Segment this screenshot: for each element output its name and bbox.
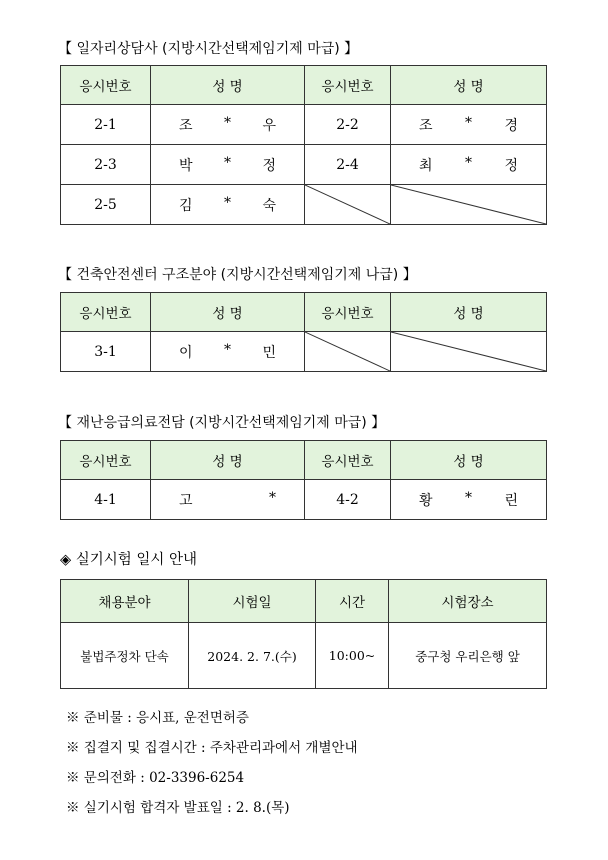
applicant-name: 조 * 우	[151, 105, 305, 145]
table-row	[61, 480, 547, 520]
col-header-name: 성 명	[151, 66, 305, 105]
applicant-no: 4-2	[305, 480, 391, 520]
applicant-name: 황 * 린	[391, 480, 547, 520]
applicant-no: 4-1	[61, 480, 151, 520]
section-title-emergency-medical: 【 재난응급의료전담 (지방시간선택제임기제 마급) 】	[58, 415, 386, 431]
applicant-name: 이 * 민	[151, 332, 305, 372]
col-header-name: 성 명	[391, 293, 547, 332]
empty-cell-diagonal	[391, 185, 547, 225]
empty-cell-diagonal	[391, 332, 547, 372]
col-header-name: 성 명	[151, 293, 305, 332]
table-row	[61, 105, 547, 145]
field-value: 불법주정차 단속	[61, 623, 189, 689]
note-meeting-place: ※ 집결지 및 집결시간 : 주차관리과에서 개별안내	[66, 740, 358, 756]
col-header-applicant-no: 응시번호	[305, 441, 391, 480]
applicant-no: 2-2	[305, 105, 391, 145]
col-header-name: 성 명	[391, 441, 547, 480]
table-row	[61, 623, 547, 689]
applicant-name: 박 * 정	[151, 145, 305, 185]
applicant-table-emergency-medical	[60, 440, 547, 520]
note-supplies: ※ 준비물 : 응시표, 운전면허증	[66, 710, 249, 726]
applicant-no: 3-1	[61, 332, 151, 372]
schedule-title: ◈ 실기시험 일시 안내	[60, 552, 198, 568]
exam-date-value: 2024. 2. 7.(수)	[189, 623, 316, 689]
location-value: 중구청 우리은행 앞	[389, 623, 547, 689]
applicant-table-building-safety	[60, 292, 547, 372]
col-header-applicant-no: 응시번호	[305, 293, 391, 332]
applicant-no: 2-1	[61, 105, 151, 145]
col-header-name: 성 명	[391, 66, 547, 105]
col-header-field: 채용분야	[61, 580, 189, 623]
col-header-applicant-no: 응시번호	[61, 293, 151, 332]
table-row	[61, 145, 547, 185]
col-header-applicant-no: 응시번호	[61, 441, 151, 480]
applicant-no: 2-3	[61, 145, 151, 185]
applicant-no: 2-5	[61, 185, 151, 225]
empty-cell-diagonal	[305, 185, 391, 225]
col-header-applicant-no: 응시번호	[305, 66, 391, 105]
applicant-table-job-counselor	[60, 65, 547, 225]
applicant-name: 김 * 숙	[151, 185, 305, 225]
section-title-building-safety: 【 건축안전센터 구조분야 (지방시간선택제임기제 나급) 】	[58, 267, 417, 283]
section-title-job-counselor: 【 일자리상담사 (지방시간선택제임기제 마급) 】	[58, 41, 359, 57]
applicant-no: 2-4	[305, 145, 391, 185]
applicant-name: 조 * 경	[391, 105, 547, 145]
col-header-applicant-no: 응시번호	[61, 66, 151, 105]
applicant-name: 고 *	[151, 480, 305, 520]
col-header-exam-date: 시험일	[189, 580, 316, 623]
note-result-date: ※ 실기시험 합격자 발표일 : 2. 8.(목)	[66, 800, 290, 816]
table-row	[61, 332, 547, 372]
table-row	[61, 185, 547, 225]
schedule-table	[60, 579, 547, 689]
empty-cell-diagonal	[305, 332, 391, 372]
col-header-time: 시간	[316, 580, 389, 623]
note-contact-phone: ※ 문의전화 : 02-3396-6254	[66, 770, 245, 786]
col-header-location: 시험장소	[389, 580, 547, 623]
applicant-name: 최 * 정	[391, 145, 547, 185]
col-header-name: 성 명	[151, 441, 305, 480]
time-value: 10:00~	[316, 623, 389, 689]
